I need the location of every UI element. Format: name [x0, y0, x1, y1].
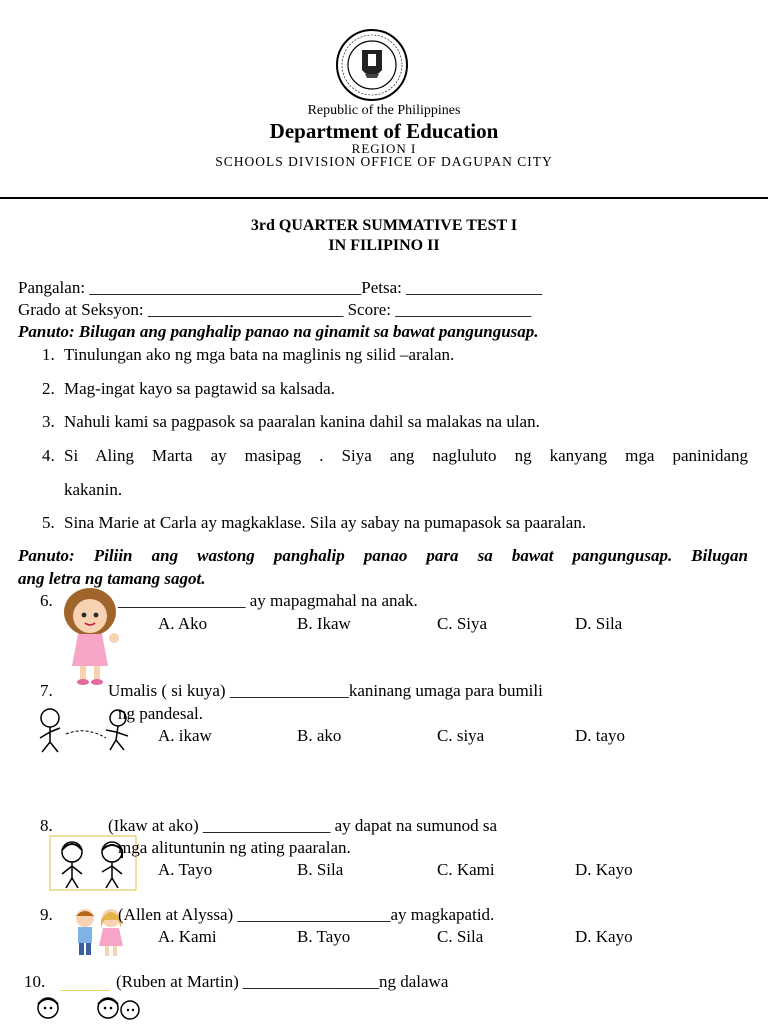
girl-illustration — [60, 586, 126, 686]
choice-d[interactable]: D. Kayo — [575, 860, 633, 879]
question-text: Mag-ingat kayo sa pagtawid sa kalsada. — [64, 379, 335, 398]
choice-b[interactable]: B. Ikaw — [297, 614, 351, 633]
part1-directions: Panuto: Bilugan ang panghalip panao na ginamit sa bawat pangungusap. — [18, 322, 539, 341]
question-text: Si Aling Marta ay masipag . Siya ang nagluluto ng kanyang mga paninidang — [64, 446, 748, 465]
choice-d[interactable]: D. tayo — [575, 726, 626, 745]
question-text: (Ikaw at ako) _______________ ay dapat na sumunod sa — [108, 816, 498, 835]
item-number: 1. — [42, 345, 55, 364]
choice-a[interactable]: A. ikaw — [158, 726, 212, 745]
question-text: _______________ ay mapagmahal na anak. — [118, 591, 418, 610]
item-number: 2. — [42, 379, 55, 398]
choice-a[interactable]: A. Kami — [158, 927, 217, 946]
item-number: 5. — [42, 513, 55, 532]
region-line: REGION I — [351, 141, 417, 156]
question-text: (Allen at Alyssa) __________________ay magkapatid. — [118, 905, 495, 924]
item-number: 4. — [42, 446, 55, 465]
test-title: 3rd QUARTER SUMMATIVE TEST I — [250, 217, 518, 234]
grade-score-field[interactable]: Grado at Seksyon: _______________________ Score: ________________ — [18, 300, 532, 319]
choice-a[interactable]: A. Tayo — [158, 860, 213, 879]
question-text: Umalis ( si kuya) ______________kaninang umaga para bumili — [108, 681, 543, 700]
question-text: Tinulungan ako ng mga bata na maglinis ng silid –aralan. — [64, 345, 455, 364]
choice-b[interactable]: B. ako — [297, 726, 342, 745]
choice-a[interactable]: A. Ako — [158, 614, 208, 633]
question-text: (Ruben at Martin) ________________ng dalawa — [116, 972, 449, 991]
question-text: Nahuli kami sa pagpasok sa paaralan kanina dahil sa malakas na ulan. — [64, 412, 540, 431]
choice-c[interactable]: C. siya — [437, 726, 485, 745]
item-number: 9. — [40, 905, 53, 924]
item-number: 6. — [40, 591, 53, 610]
question-text-cont: ng pandesal. — [118, 704, 203, 723]
deped-seal — [335, 28, 409, 102]
part2-directions: Panuto: Piliin ang wastong panghalip panao para sa bawat pangungusap. Bilugan — [18, 546, 748, 565]
choice-c[interactable]: C. Sila — [437, 927, 484, 946]
answer-blank-line — [60, 972, 110, 991]
question-text-cont: mga alituntunin ng ating paaralan. — [118, 838, 351, 857]
two-boys-illustration — [18, 992, 148, 1024]
choice-c[interactable]: C. Kami — [437, 860, 495, 879]
choice-d[interactable]: D. Sila — [575, 614, 623, 633]
division-line: SCHOOLS DIVISION OFFICE OF DAGUPAN CITY — [215, 154, 553, 169]
header-divider — [0, 197, 768, 199]
republic-line: Republic of the Philippines — [307, 103, 461, 118]
item-number: 7. — [40, 681, 53, 700]
choice-b[interactable]: B. Sila — [297, 860, 344, 879]
item-number: 8. — [40, 816, 53, 835]
question-text-cont: kakanin. — [64, 480, 123, 499]
item-number: 10. — [24, 972, 46, 991]
department-name: Department of Education — [269, 119, 499, 143]
choice-d[interactable]: D. Kayo — [575, 927, 633, 946]
question-text: Sina Marie at Carla ay magkaklase. Sila ay sabay na pumapasok sa paaralan. — [64, 513, 587, 532]
part2-directions-cont: ang letra ng tamang sagot. — [18, 569, 206, 588]
choice-b[interactable]: B. Tayo — [297, 927, 351, 946]
item-number: 3. — [42, 412, 55, 431]
name-date-field[interactable]: Pangalan: ________________________________Petsa: ________________ — [18, 278, 543, 297]
test-subject: IN FILIPINO II — [328, 237, 440, 254]
choice-c[interactable]: C. Siya — [437, 614, 488, 633]
